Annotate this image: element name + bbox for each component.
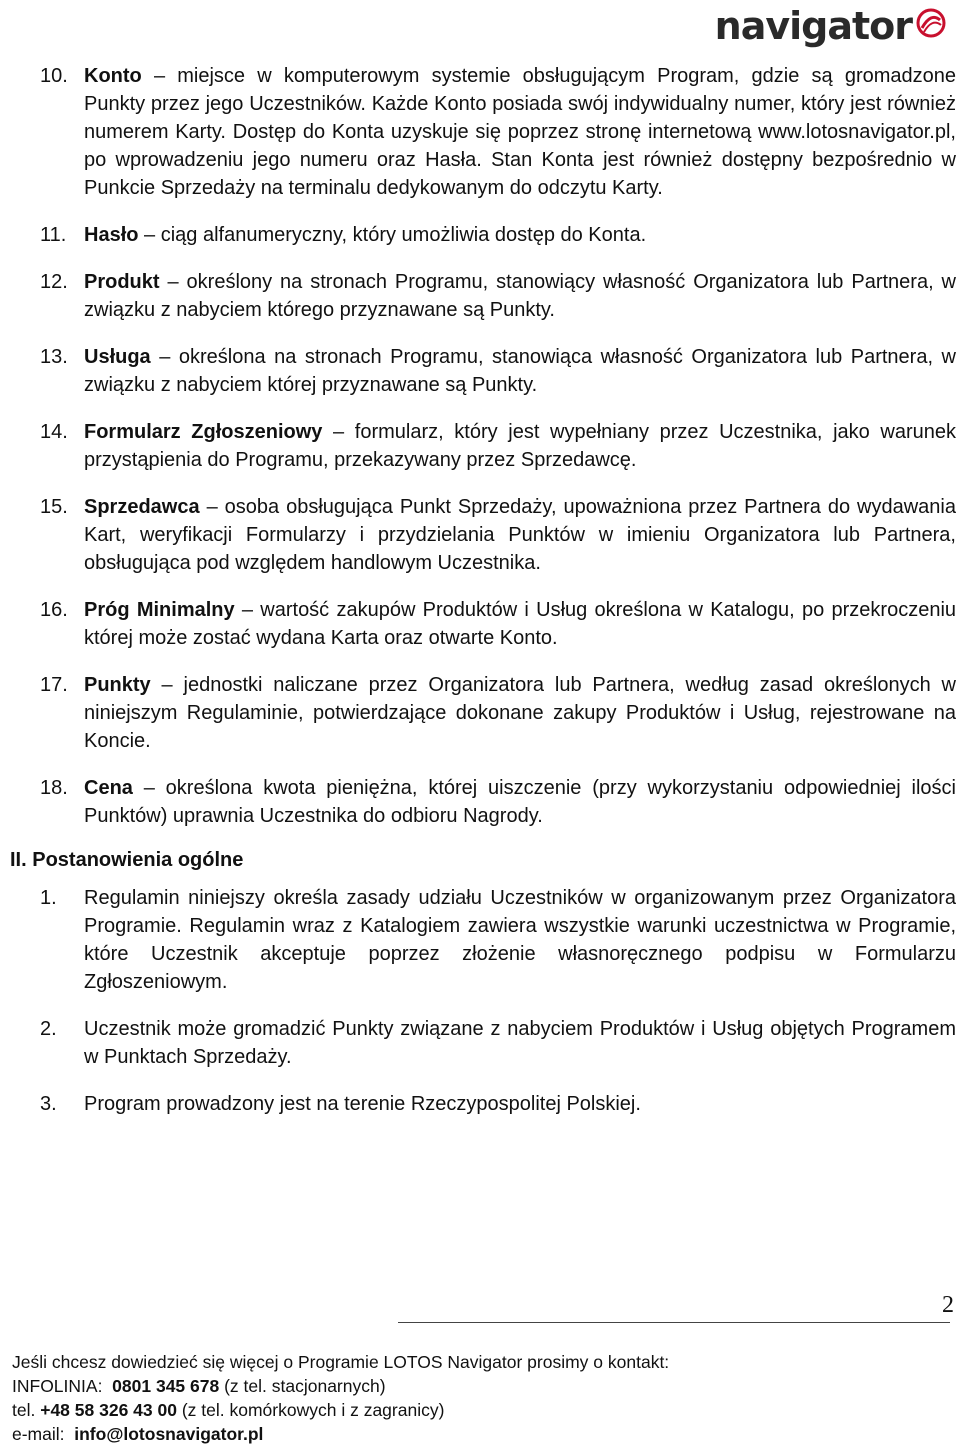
item-number: 2. — [40, 1018, 57, 1040]
navigator-logo — [715, 4, 946, 48]
definition: – określona na stronach Programu, stanowiąca własność Organizatora lub Partnera, w związku z nabyciem której przyznawane są Punkty. — [84, 346, 956, 396]
term: Punkty — [84, 674, 151, 696]
item-text — [84, 774, 956, 830]
item-text — [84, 221, 956, 249]
term: Usługa — [84, 346, 151, 368]
item-text — [84, 493, 956, 577]
definition-item — [40, 418, 956, 474]
term: Próg Minimalny — [84, 599, 235, 621]
definition-item — [40, 596, 956, 652]
footer-tel — [12, 1398, 669, 1422]
term: Hasło — [84, 224, 139, 246]
definition: – formularz, który jest wypełniany przez Uczestnika, jako warunek przystąpienia do Programu, przekazywany przez Sprzedawcę. — [84, 421, 956, 471]
item-text — [84, 596, 956, 652]
definition: – określona kwota pieniężna, której uiszczenie (przy wykorzystaniu odpowiedniej ilości Punktów) uprawnia Uczestnika do odbioru Nagrody. — [84, 777, 956, 827]
list-item — [40, 1015, 956, 1071]
item-number: 16. — [40, 599, 68, 621]
term: Konto — [84, 65, 142, 87]
item-text — [84, 343, 956, 399]
definition: – określony na stronach Programu, stanowiący własność Organizatora lub Partnera, w związku z nabyciem którego przyznawane są Punkty. — [84, 271, 956, 321]
document-body — [10, 62, 957, 1137]
logo-mark-icon — [916, 8, 946, 38]
list-item — [40, 884, 956, 996]
definition: – jednostki naliczane przez Organizatora lub Partnera, według zasad określonych w niniejszym Regulaminie, potwierdzające dokonane zakupy Produktów i Usług, rejestrowane na Koncie. — [84, 674, 956, 752]
footer-contact-line: Jeśli chcesz dowiedzieć się więcej o Programie LOTOS Navigator prosimy o kontakt: — [12, 1352, 670, 1372]
item-number: 1. — [40, 887, 57, 909]
item-text: Program prowadzony jest na terenie Rzeczypospolitej Polskiej. — [84, 1093, 641, 1115]
definition-item — [40, 62, 956, 202]
infolinia-number: 0801 345 678 — [112, 1376, 220, 1396]
footer-infolinia — [12, 1374, 669, 1398]
definition: – ciąg alfanumeryczny, który umożliwia dostęp do Konta. — [138, 224, 647, 246]
item-number: 10. — [40, 65, 68, 87]
item-text — [84, 62, 956, 202]
item-number: 11. — [40, 224, 67, 246]
infolinia-label: INFOLINIA: — [12, 1376, 103, 1396]
definition: – wartość zakupów Produktów i Usług określona w Katalogu, po przekroczeniu której może zostać wydana Karta oraz otwarte Konto. — [84, 599, 957, 649]
definition-item — [40, 268, 956, 324]
item-text — [84, 268, 956, 324]
footer-divider — [398, 1322, 950, 1323]
term: Formularz Zgłoszeniowy — [84, 421, 323, 443]
footer-contact — [12, 1350, 669, 1446]
item-number: 3. — [40, 1093, 57, 1115]
infolinia-note: (z tel. stacjonarnych) — [224, 1376, 386, 1396]
item-number: 14. — [40, 421, 68, 443]
tel-number: +48 58 326 43 00 — [40, 1400, 177, 1420]
item-number: 17. — [40, 674, 68, 696]
logo-text: navigator — [714, 4, 912, 48]
definition: – miejsce w komputerowym systemie obsługującym Program, gdzie są gromadzone Punkty przez jego Uczestników. Każde Konto posiada swój indywidualny numer, który jest również numerem Karty. Dostęp do Konta uzyskuje się poprzez stronę internetową www.lotosnavigator.pl, po wprowadzeniu jego numeru oraz Hasła. Stan Konta jest również dostępny bezpośrednio w Punkcie Sprzedaży na terminalu dedykowanym do odczytu Karty. — [84, 65, 956, 199]
definition: – osoba obsługująca Punkt Sprzedaży, upoważniona przez Partnera do wydawania Kart, weryfikacji Formularzy i przydzielania Punktów w imieniu Organizatora lub Partnera, obsługująca pod względem handlowym Uczestnika. — [84, 496, 956, 574]
tel-note: (z tel. komórkowych i z zagranicy) — [181, 1400, 445, 1420]
item-number: 12. — [40, 271, 68, 293]
definition-item — [40, 221, 956, 249]
item-text: Uczestnik może gromadzić Punkty związane z nabyciem Produktów i Usług objętych Programem w Punktach Sprzedaży. — [84, 1018, 956, 1068]
term: Cena — [84, 777, 133, 799]
definition-item — [40, 774, 956, 830]
footer-email — [12, 1422, 669, 1446]
definition-item — [40, 343, 956, 399]
item-number: 13. — [40, 346, 68, 368]
list-item — [40, 1090, 956, 1118]
item-text — [84, 418, 956, 474]
email-label: e-mail: — [12, 1424, 65, 1444]
email-link[interactable]: info@lotosnavigator.pl — [74, 1424, 264, 1444]
section-heading: II. Postanowienia ogólne — [10, 849, 244, 871]
page-number: 2 — [942, 1292, 954, 1318]
term: Sprzedawca — [84, 496, 200, 518]
item-number: 18. — [40, 777, 68, 799]
item-text — [84, 671, 956, 755]
term: Produkt — [84, 271, 160, 293]
definition-item — [40, 671, 956, 755]
definition-item — [40, 493, 956, 577]
tel-label: tel. — [12, 1400, 36, 1420]
item-text: Regulamin niniejszy określa zasady udziału Uczestników w organizowanym przez Organizatora Programie. Regulamin wraz z Katalogiem zawiera wszystkie warunki uczestnictwa w Programie, które Uczestnik akceptuje poprzez złożenie własnoręcznego podpisu w Formularzu Zgłoszeniowym. — [84, 887, 956, 993]
item-number: 15. — [40, 496, 68, 518]
